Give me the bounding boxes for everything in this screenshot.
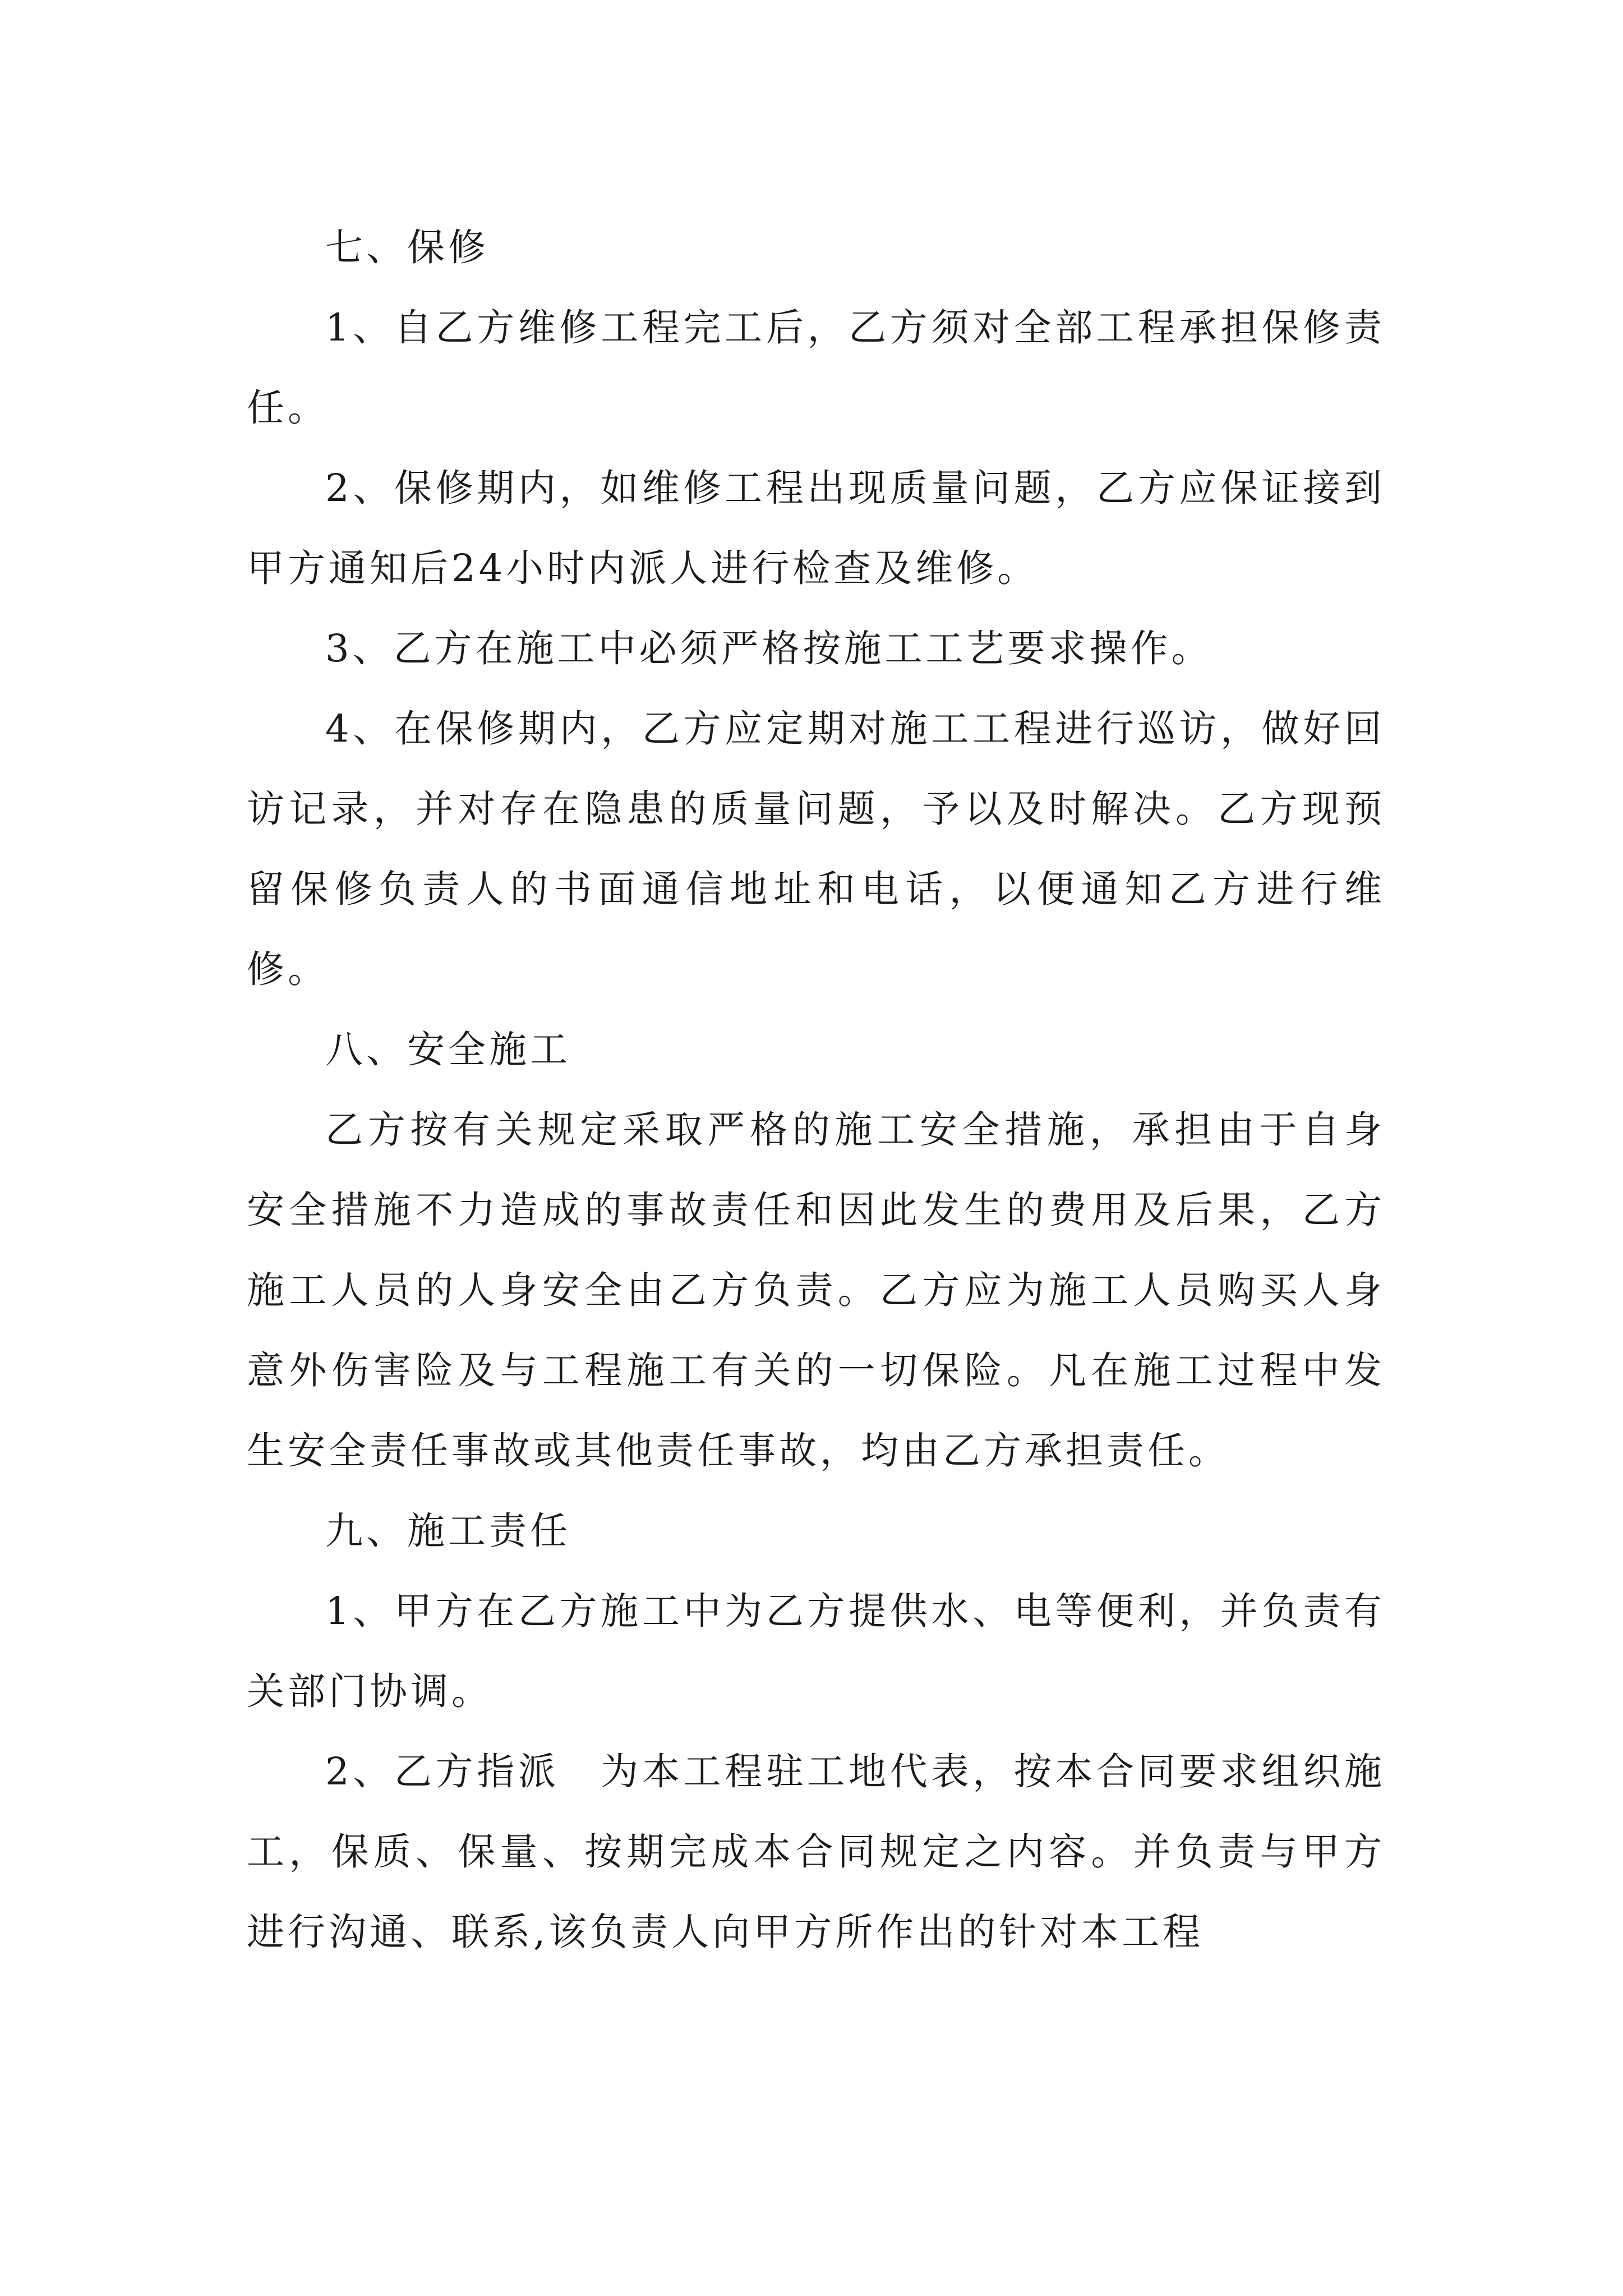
- responsibility-clause-2: 2、乙方指派 为本工程驻工地代表，按本合同要求组织施工，保质、保量、按期完成本合同规定之内容。并负责与甲方进行沟通、联系,该负责人向甲方所作出的针对本工程: [247, 1750, 1385, 1954]
- safety-clause: 乙方按有关规定采取严格的施工安全措施，承担由于自身安全措施不力造成的事故责任和因此发生的费用及后果，乙方施工人员的人身安全由乙方负责。乙方应为施工人员购买人身意外伤害险及与工程施工有关的一切保险。凡在施工过程中发生安全责任事故或其他责任事故，均由乙方承担责任。: [247, 1108, 1385, 1473]
- section-heading-warranty: 七、保修: [325, 226, 489, 269]
- warranty-clause-4: 4、在保修期内，乙方应定期对施工工程进行巡访，做好回访记录，并对存在隐患的质量问题，予以及时解决。乙方现预留保修负责人的书面通信地址和电话，以便通知乙方进行维修。: [247, 707, 1385, 991]
- responsibility-clause-1: 1、甲方在乙方施工中为乙方提供水、电等便利，并负责有关部门协调。: [247, 1589, 1385, 1713]
- warranty-clause-3: 3、乙方在施工中必须严格按施工工艺要求操作。: [325, 627, 1212, 670]
- warranty-clause-1: 1、自乙方维修工程完工后，乙方须对全部工程承担保修责任。: [247, 306, 1385, 430]
- section-heading-responsibility: 九、施工责任: [325, 1509, 571, 1553]
- document-body: [247, 208, 1385, 1972]
- warranty-clause-2: 2、保修期内，如维修工程出现质量问题，乙方应保证接到甲方通知后24小时内派人进行检查及维修。: [247, 466, 1385, 590]
- section-heading-safety: 八、安全施工: [325, 1028, 571, 1071]
